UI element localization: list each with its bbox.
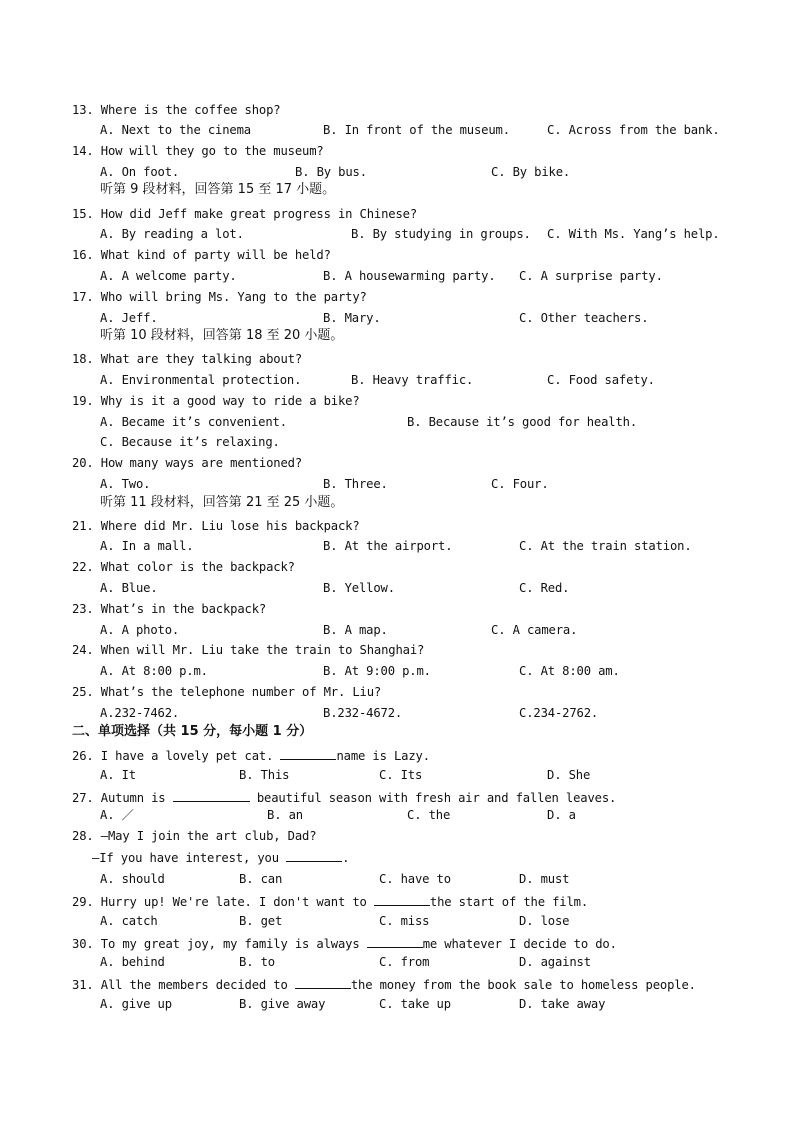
question-16-option-a: A. A welcome party. (100, 269, 237, 283)
question-18-option-c: C. Food safety. (547, 373, 655, 387)
answer-blank (374, 893, 430, 906)
question-20-stem: 20. How many ways are mentioned? (72, 456, 302, 470)
question-26-option-c: C. Its (379, 768, 423, 782)
question-15-option-b: B. By studying in groups. (351, 227, 531, 241)
question-20-option-c: C. Four. (491, 477, 549, 491)
question-19-option-a: A. Became it’s convenient. (100, 415, 287, 429)
question-25-option-a: A.232-7462. (100, 706, 180, 720)
question-27-stem-end: beautiful season with fresh air and fallen leaves. (249, 791, 617, 805)
question-14-option-b: B. By bus. (295, 165, 367, 179)
question-19-option-b: B. Because it’s good for health. (407, 415, 637, 429)
question-30-option-c: C. from (379, 955, 430, 969)
answer-blank (286, 849, 342, 862)
question-23-option-c: C. A camera. (491, 623, 578, 637)
question-13-option-b: B. In front of the museum. (323, 123, 510, 137)
question-25-option-b: B.232-4672. (323, 706, 403, 720)
question-21-stem: 21. Where did Mr. Liu lose his backpack? (72, 519, 360, 533)
question-18-stem: 18. What are they talking about? (72, 352, 302, 366)
question-30-option-d: D. against (519, 955, 591, 969)
question-24-stem: 24. When will Mr. Liu take the train to Shanghai? (72, 643, 425, 657)
question-16-option-c: C. A surprise party. (519, 269, 663, 283)
question-17-stem: 17. Who will bring Ms. Yang to the party? (72, 290, 367, 304)
question-23-option-b: B. A map. (323, 623, 388, 637)
question-17-option-c: C. Other teachers. (519, 311, 649, 325)
question-30-option-a: A. behind (100, 955, 165, 969)
question-15-stem: 15. How did Jeff make great progress in Chinese? (72, 207, 417, 221)
question-27-option-c: C. the (407, 808, 451, 822)
question-13-option-c: C. Across from the bank. (547, 123, 720, 137)
question-30-stem (72, 935, 617, 951)
question-13-stem: 13. Where is the coffee shop? (72, 103, 281, 117)
question-27-stem-start: 27. Autumn is (72, 791, 173, 805)
question-30-stem-start: 30. To my great joy, my family is always (72, 937, 367, 951)
question-15-option-c: C. With Ms. Yang’s help. (547, 227, 720, 241)
question-18-option-b: B. Heavy traffic. (351, 373, 474, 387)
question-15-option-a: A. By reading a lot. (100, 227, 244, 241)
question-25-option-c: C.234-2762. (519, 706, 599, 720)
question-17-option-b: B. Mary. (323, 311, 381, 325)
question-29-option-d: D. lose (519, 914, 570, 928)
listening-material-9-instruction: 听第 9 段材料，回答第 15 至 17 小题。 (100, 182, 336, 197)
question-31-option-c: C. take up (379, 997, 451, 1011)
question-21-option-b: B. At the airport. (323, 539, 453, 553)
question-29-stem (72, 893, 588, 909)
question-28-stem: 28. —May I join the art club, Dad? (72, 829, 317, 843)
question-21-option-c: C. At the train station. (519, 539, 692, 553)
question-26-stem-start: 26. I have a lovely pet cat. (72, 749, 281, 763)
question-29-stem-end: the start of the film. (429, 895, 588, 909)
question-24-option-a: A. At 8:00 p.m. (100, 664, 208, 678)
question-26-stem-end: name is Lazy. (336, 749, 430, 763)
question-16-option-b: B. A housewarming party. (323, 269, 496, 283)
question-22-option-b: B. Yellow. (323, 581, 395, 595)
answer-blank (295, 976, 351, 989)
question-31-stem (72, 976, 696, 992)
question-28-option-d: D. must (519, 872, 570, 886)
answer-blank (280, 747, 336, 760)
question-31-option-a: A. give up (100, 997, 172, 1011)
question-26-stem (72, 747, 430, 763)
question-19-option-c: C. Because it’s relaxing. (100, 435, 280, 449)
question-24-option-b: B. At 9:00 p.m. (323, 664, 431, 678)
question-27-option-d: D. a (547, 808, 576, 822)
question-27-option-a: A. ／ (100, 808, 134, 822)
question-29-option-b: B. get (239, 914, 283, 928)
question-14-option-a: A. On foot. (100, 165, 180, 179)
question-18-option-a: A. Environmental protection. (100, 373, 302, 387)
question-26-option-b: B. This (239, 768, 290, 782)
question-27-option-b: B. an (267, 808, 303, 822)
question-28-option-b: B. can (239, 872, 283, 886)
answer-blank (367, 935, 423, 948)
listening-material-10-instruction: 听第 10 段材料，回答第 18 至 20 小题。 (100, 328, 344, 343)
question-23-option-a: A. A photo. (100, 623, 180, 637)
question-31-option-b: B. give away (239, 997, 326, 1011)
question-20-option-a: A. Two. (100, 477, 151, 491)
question-28-reply-start: —If you have interest, you (92, 851, 287, 865)
question-29-option-a: A. catch (100, 914, 158, 928)
question-19-stem: 19. Why is it a good way to ride a bike? (72, 394, 360, 408)
question-14-stem: 14. How will they go to the museum? (72, 144, 324, 158)
question-24-option-c: C. At 8:00 am. (519, 664, 620, 678)
question-22-stem: 22. What color is the backpack? (72, 560, 295, 574)
question-29-option-c: C. miss (379, 914, 430, 928)
question-22-option-c: C. Red. (519, 581, 570, 595)
question-26-option-d: D. She (547, 768, 591, 782)
listening-material-11-instruction: 听第 11 段材料，回答第 21 至 25 小题。 (100, 495, 344, 510)
question-30-option-b: B. to (239, 955, 275, 969)
question-27-stem (72, 789, 616, 805)
question-28-reply-end: . (342, 851, 350, 865)
question-13-option-a: A. Next to the cinema (100, 123, 251, 137)
question-14-option-c: C. By bike. (491, 165, 571, 179)
answer-blank (173, 789, 250, 802)
question-31-stem-end: the money from the book sale to homeless people. (350, 978, 696, 992)
question-21-option-a: A. In a mall. (100, 539, 194, 553)
question-30-stem-end: me whatever I decide to do. (422, 937, 617, 951)
question-23-stem: 23. What’s in the backpack? (72, 602, 267, 616)
question-26-option-a: A. It (100, 768, 136, 782)
question-22-option-a: A. Blue. (100, 581, 158, 595)
question-31-option-d: D. take away (519, 997, 606, 1011)
question-25-stem: 25. What’s the telephone number of Mr. Liu? (72, 685, 382, 699)
question-28-option-a: A. should (100, 872, 165, 886)
question-17-option-a: A. Jeff. (100, 311, 158, 325)
section-2-heading: 二、单项选择（共 15 分，每小题 1 分） (72, 724, 313, 739)
question-29-stem-start: 29. Hurry up! We're late. I don't want to (72, 895, 374, 909)
question-31-stem-start: 31. All the members decided to (72, 978, 295, 992)
question-28-reply (92, 849, 349, 865)
question-20-option-b: B. Three. (323, 477, 388, 491)
question-16-stem: 16. What kind of party will be held? (72, 248, 331, 262)
question-28-option-c: C. have to (379, 872, 451, 886)
